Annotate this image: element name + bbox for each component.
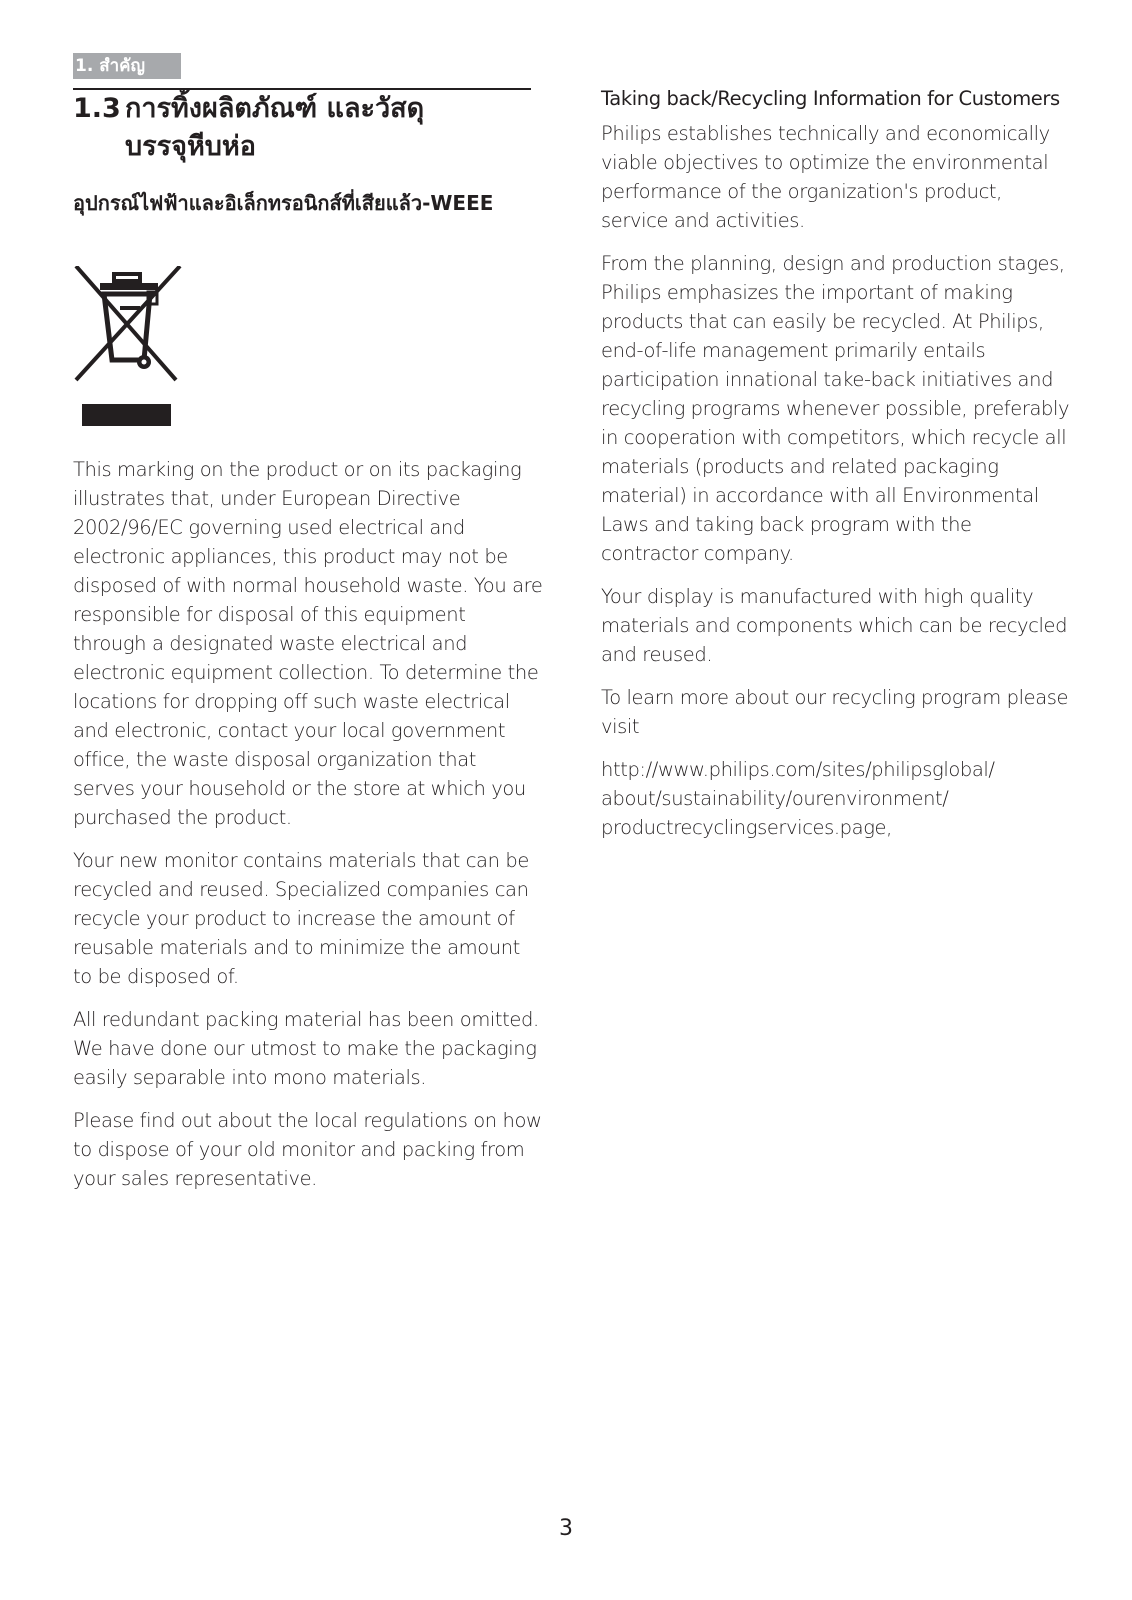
section-tab: 1. สำคัญ [73, 53, 181, 79]
right-column [601, 84, 1071, 856]
recycling-url-link[interactable] [601, 755, 1071, 842]
recycling-info-title: Taking back/Recycling Information for Customers [601, 87, 1060, 110]
section-title-line2: บรรจุหีบห่อ [125, 131, 256, 162]
url-line-1[interactable]: http://www.philips.com/sites/philipsglobal/ [601, 758, 995, 781]
recycling-paragraph-3: Your display is manufactured with high quality materials and components which can be recycled and reused. [601, 585, 1068, 666]
section-heading [73, 90, 531, 166]
weee-paragraph-1: This marking on the product or on its packaging illustrates that, under European Directive 2002/96/EC governing used electrical and electronic appliances, this product may not be disposed of with normal household waste. You are responsible for disposal of this equipment through a designated waste electrical and electronic equipment collection. To determine the locations for dropping off such waste electrical and electronic, contact your local government office, the waste disposal organization that serves your household or the store at which you purchased the product. [73, 458, 543, 829]
weee-paragraph-4: Please find out about the local regulations on how to dispose of your old monitor and packing from your sales representative. [73, 1109, 542, 1190]
crossed-out-wheelie-bin-icon [72, 266, 184, 432]
weee-paragraph-3: All redundant packing material has been omitted. We have done our utmost to make the packaging easily separable into mono materials. [73, 1008, 539, 1089]
recycling-paragraph-1: Philips establishes technically and economically viable objectives to optimize the environmental performance of the organization's product, service and activities. [601, 122, 1050, 232]
weee-subheading: อุปกรณ์ไฟฟ้าและอิเล็กทรอนิกส์ที่เสียแล้ว-WEEE [73, 191, 494, 215]
page-number: 3 [559, 1516, 573, 1541]
section-title-line1: การทิ้งผลิตภัณฑ์ และวัสดุ [125, 93, 425, 124]
weee-paragraph-2: Your new monitor contains materials that can be recycled and reused. Specialized companies can recycle your product to increase the amount of reusable materials and to minimize the amount to be disposed of. [73, 849, 529, 988]
recycling-paragraph-2: From the planning, design and production stages, Philips emphasizes the important of making products that can easily be recycled. At Philips, end-of-life management primarily entails participation innational take-back initiatives and recycling programs whenever possible, preferably in cooperation with competitors, which recycle all materials (products and related packaging material) in accordance with all Environmental Laws and taking back program with the contractor company. [601, 252, 1070, 565]
section-number: 1.3 [73, 93, 121, 124]
left-column [73, 455, 543, 1207]
url-line-2[interactable]: about/sustainability/ourenvironment/ [601, 787, 949, 810]
url-line-3[interactable]: productrecyclingservices.page, [601, 816, 892, 839]
recycling-paragraph-4: To learn more about our recycling program please visit [601, 686, 1069, 738]
